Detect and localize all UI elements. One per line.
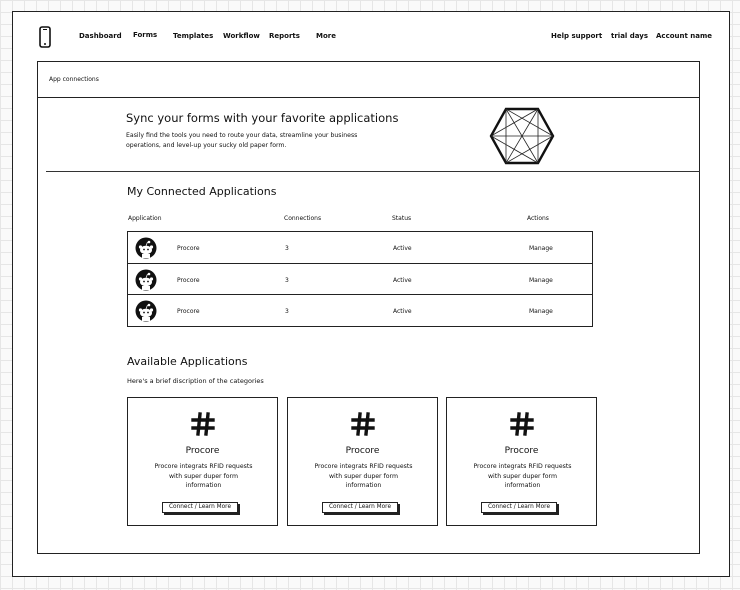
manage-link[interactable]: Manage xyxy=(529,276,553,284)
table-row[interactable] xyxy=(127,231,593,264)
breadcrumb[interactable]: App connections xyxy=(49,76,99,83)
main-panel xyxy=(37,61,700,554)
alien-avatar-icon xyxy=(135,237,157,259)
card-description: Procore integrats RFID requests with super duper form information xyxy=(154,463,253,490)
table-row[interactable] xyxy=(127,294,593,327)
app-name: Procore xyxy=(177,308,200,315)
status-text: Active xyxy=(393,308,412,315)
hero-description: Easily find the tools you need to route your data, streamline your business operations, and level-up your sucky old paper form. xyxy=(126,132,358,149)
phone-logo-icon[interactable] xyxy=(39,26,51,48)
available-apps-title: Available Applications xyxy=(127,355,248,368)
manage-link[interactable]: Manage xyxy=(529,308,553,315)
card-title: Procore xyxy=(345,446,380,456)
connect-learn-more-button[interactable]: Connect / Learn More xyxy=(162,502,238,513)
app-name: Procore xyxy=(177,245,200,252)
app-window xyxy=(12,11,730,577)
nav-dashboard[interactable]: Dashboard xyxy=(79,32,122,40)
hexagon-logo-icon xyxy=(489,106,555,166)
nav-more[interactable]: More xyxy=(316,32,336,40)
connected-apps-title: My Connected Applications xyxy=(127,185,277,198)
connected-apps-table xyxy=(127,231,593,327)
breadcrumb-bar xyxy=(38,62,699,98)
hashtag-icon xyxy=(351,412,375,436)
nav-trial-days[interactable]: trial days xyxy=(611,32,649,40)
connection-count: 3 xyxy=(285,245,289,252)
app-card xyxy=(127,397,278,526)
nav-account-name[interactable]: Account name xyxy=(656,32,713,40)
column-header-application: Application xyxy=(128,215,162,222)
hero-title: Sync your forms with your favorite applications xyxy=(126,111,399,125)
column-header-actions: Actions xyxy=(527,215,549,222)
nav-forms[interactable]: Forms xyxy=(133,31,158,39)
connection-count: 3 xyxy=(285,308,289,315)
card-title: Procore xyxy=(185,446,220,456)
alien-avatar-icon xyxy=(135,269,157,291)
connection-count: 3 xyxy=(285,276,289,284)
status-text: Active xyxy=(393,276,412,284)
available-apps-subtitle: Here's a brief discription of the categories xyxy=(127,377,264,385)
column-header-connections: Connections xyxy=(284,215,322,222)
table-row[interactable] xyxy=(127,263,593,296)
nav-reports[interactable]: Reports xyxy=(269,32,300,40)
app-card xyxy=(446,397,597,526)
nav-help-support[interactable]: Help support xyxy=(551,32,603,40)
app-name: Procore xyxy=(177,276,200,284)
column-header-status: Status xyxy=(392,215,412,222)
card-description: Procore integrats RFID requests with super duper form information xyxy=(314,463,413,490)
manage-link[interactable]: Manage xyxy=(529,245,553,252)
hashtag-icon xyxy=(510,412,534,436)
hashtag-icon xyxy=(191,412,215,436)
nav-workflow[interactable]: Workflow xyxy=(223,32,260,40)
top-nav xyxy=(13,12,729,60)
section-divider xyxy=(46,171,700,172)
connect-learn-more-button[interactable]: Connect / Learn More xyxy=(322,502,398,513)
connect-learn-more-button[interactable]: Connect / Learn More xyxy=(481,502,557,513)
card-description: Procore integrats RFID requests with super duper form information xyxy=(473,463,572,490)
status-text: Active xyxy=(393,245,412,252)
nav-templates[interactable]: Templates xyxy=(173,32,214,40)
card-title: Procore xyxy=(504,446,539,456)
app-card xyxy=(287,397,438,526)
alien-avatar-icon xyxy=(135,300,157,322)
